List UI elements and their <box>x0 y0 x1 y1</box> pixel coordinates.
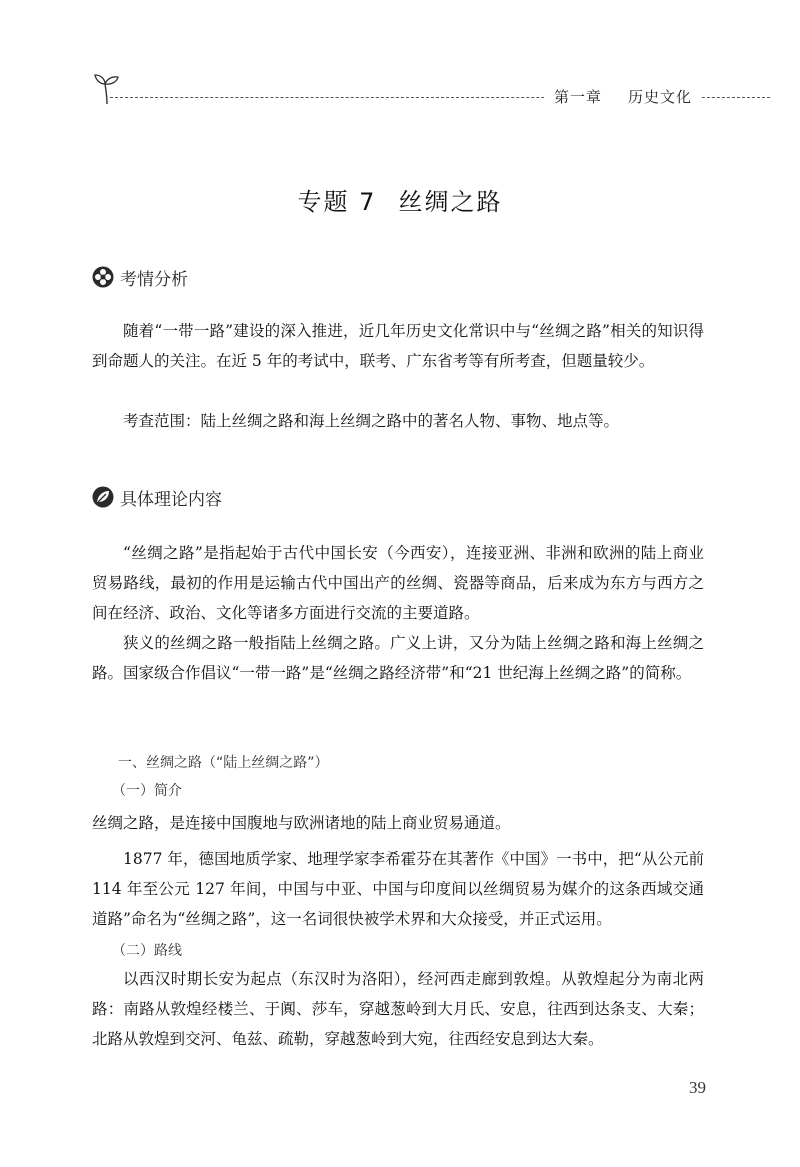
leaf-badge-icon <box>92 486 114 508</box>
definition-paragraph: “丝绸之路”是指起始于古代中国长安（今西安），连接亚洲、非洲和欧洲的陆上商业贸易路线，最初的作用是运输古代中国出产的丝绸、瓷器等商品，后来成为东方与西方之间在经济、政治、文化等诸多方面进行交流的主要道路。 <box>92 544 704 622</box>
sub-label-route: （二）路线 <box>112 943 182 959</box>
section-heading-analysis <box>92 264 188 290</box>
running-header <box>92 70 782 110</box>
section-heading-theory <box>92 484 222 510</box>
analysis-paragraph: 随着“一带一路”建设的深入推进，近几年历史文化常识中与“丝绸之路”相关的知识得到命题人的关注。在近 5 年的考试中，联考、广东省考等有所考查，但题量较少。 <box>92 322 704 370</box>
section-heading-text: 具体理论内容 <box>120 489 222 510</box>
route-paragraph: 以西汉时期长安为起点（东汉时为洛阳），经河西走廊到敦煌。从敦煌起分为南北两路：南路从敦煌经楼兰、于阗、莎车，穿越葱岭到大月氏、安息，往西到达条支、大秦；北路从敦煌到交河、龟兹、疏勒，穿越葱岭到大宛，往西经安息到达大秦。 <box>92 970 704 1048</box>
header-label <box>544 86 702 107</box>
topic-name: 丝绸之路 <box>398 188 503 216</box>
topic-number: 专题 7 <box>297 188 377 216</box>
flower-badge-icon <box>92 266 114 288</box>
sprout-icon <box>92 70 122 106</box>
scope-paragraph: 考查范围：陆上丝绸之路和海上丝绸之路中的著名人物、事物、地点等。 <box>123 412 620 430</box>
page-title <box>0 182 800 217</box>
section-label: 历史文化 <box>627 88 692 106</box>
chapter-label: 第一章 <box>553 88 602 106</box>
scope-definition-paragraph: 狭义的丝绸之路一般指陆上丝绸之路。广义上讲，又分为陆上丝绸之路和海上丝绸之路。国家级合作倡议“一带一路”是“丝绸之路经济带”和“21 世纪海上丝绸之路”的简称。 <box>92 634 704 682</box>
section-heading-text: 考情分析 <box>120 269 188 290</box>
page-number: 39 <box>689 1078 706 1097</box>
sub-label-intro: （一）简介 <box>112 783 182 799</box>
intro-paragraph-1: 丝绸之路，是连接中国腹地与欧洲诸地的陆上商业贸易通道。 <box>92 814 511 832</box>
sub-heading-land-route: 一、丝绸之路（“陆上丝绸之路”） <box>118 755 329 771</box>
intro-paragraph-2: 1877 年，德国地质学家、地理学家李希霍芬在其著作《中国》一书中，把“从公元前 114 年至公元 127 年间，中国与中亚、中国与印度间以丝绸贸易为媒介的这条西域交通道路”命名为“丝绸之路”，这一名词很快被学术界和大众接受，并正式运用。 <box>92 850 704 928</box>
